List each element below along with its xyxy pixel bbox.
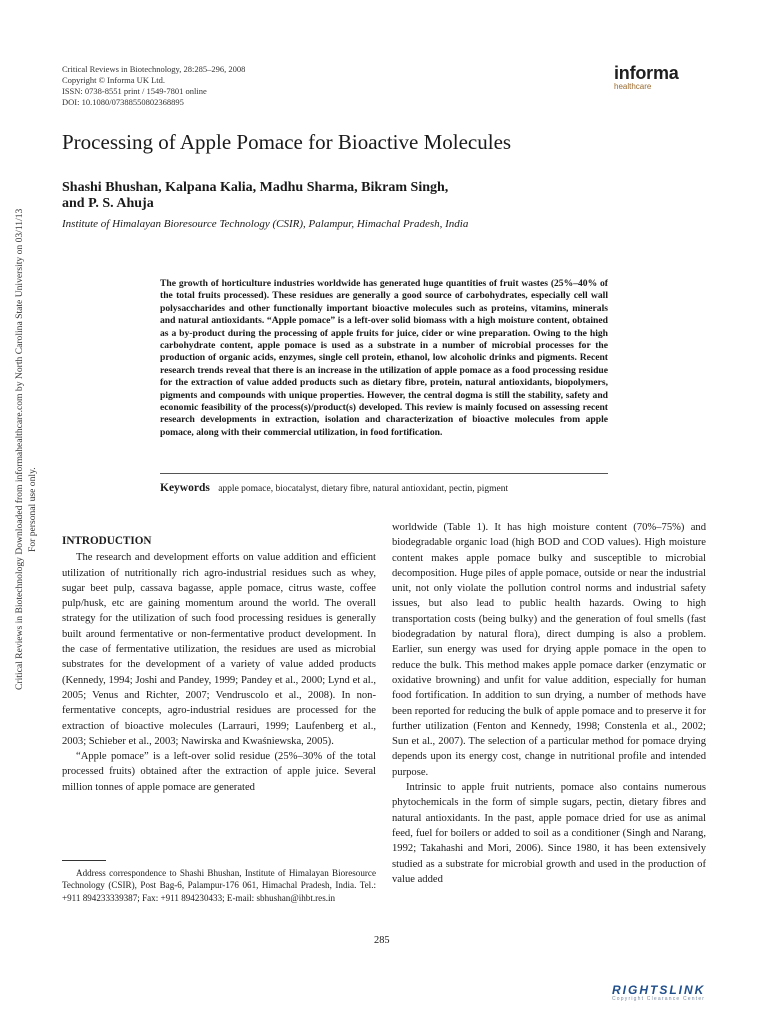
journal-copyright: Copyright © Informa UK Ltd. [62, 75, 166, 85]
left-column [62, 534, 376, 795]
right-paragraph-2: Intrinsic to apple fruit nutrients, pomace also contains numerous phytochemicals in the form of simple sugars, pectin, dietary fibres and natural antioxidants. In the past, apple pomace dried for use as animal feed, fuel for boilers or added to soil as a conditioner (Singh and Narang, 1992; Takahashi and Mori, 2006). Since 1980, it has been extensively studied as a substrate for microbial growth and used in the production of value added [392, 782, 706, 885]
download-stamp-line2: For personal use only. [27, 467, 38, 552]
informa-logo [614, 63, 679, 91]
intro-paragraph-2: “Apple pomace” is a left-over solid residue (25%–30% of the total processed fruits) obtained after the extraction of apple juice. Several million tonnes of apple pomace are generated [62, 751, 376, 793]
correspondence-footnote: Address correspondence to Shashi Bhushan, Institute of Himalayan Bioresource Technology (CSIR), Post Bag-6, Palampur-176 061, Himachal Pradesh, India. Tel.: +911 894233339387; Fax: +911 894230433; E-mail: sbhushan@ihbt.res.in [62, 868, 376, 903]
informa-logo-brand: informa [614, 63, 679, 83]
journal-issn: ISSN: 0738-8551 print / 1549-7801 online [62, 86, 207, 96]
rightslink-logo-text: RIGHTSLINK [612, 983, 706, 997]
intro-paragraph-1: The research and development efforts on value addition and efficient utilization of nutritionally rich agro-industrial residues such as whey, sugar beet pulp, cassava bagasse, apple pomace, citrus waste, coffee pulp/husk, etc are gaining momentum around the world. The overall strategy for the utilization of such food processing residues is generally built around fermentative or non-fermentative product development. In the case of fermentative utilization, the residues are used as microbial substrates for the development of a variety of value added products (Kennedy, 1994; Joshi and Pandey, 1999; Pandey et al., 2000; Lynd et al., 2005; Venus and Richter, 2007; Vendruscolo et al., 2008). In non-fermentative concepts, agro-industrial residues are processed for the extraction of bioactive molecules (Larrauri, 1999; Laufenberg et al., 2003; Schieber et al., 2003; Nawirska and Kwaśniewska, 2005). [62, 552, 376, 747]
abstract-divider [160, 473, 608, 474]
rightslink-logo[interactable] [612, 983, 756, 1005]
author-line-2: and P. S. Ahuja [62, 196, 154, 211]
journal-doi: DOI: 10.1080/07388550802368895 [62, 97, 184, 107]
download-stamp [0, 0, 40, 1024]
right-paragraph-1: worldwide (Table 1). It has high moisture content (70%–75%) and biodegradable organic load (high BOD and COD values). High moisture content makes apple pomace bulky and susceptible to microbial decomposition. Huge piles of apple pomace, outside or near the industrial unit, not only violate the pollution control norms and industrial safety issues, but also lead to public health hazards. Owing to high transportation costs (being bulky) and the generation of foul smells (fast biodegradation by natural flora), direct dumping is also a problem. Earlier, sun energy was used for drying apple pomace in the open to reduce the bulk. This method makes apple pomace darker (enzymatic or oxidative browning) and unfit for value addition, especially for human food fortification. In addition to sun drying, a number of methods have been reported for reducing the bulk of apple pomace and to preserve it for further utilization (Fenton and Kennedy, 1998; Constenla et al., 2002; Sun et al., 2007). The selection of a particular method for pomace drying depends upon its energy cost, change in nutritional profile and intended purpose. [392, 522, 706, 778]
page-number: 285 [374, 935, 390, 946]
informa-logo-sub: healthcare [614, 82, 652, 91]
right-column [392, 520, 706, 887]
rightslink-logo-sub: Copyright Clearance Center [612, 996, 706, 1002]
abstract: The growth of horticulture industries worldwide has generated huge quantities of fruit wastes (25%–40% of the total fruits processed). These residues are generally a good source of carbohydrates, especially cell wall polysaccharides and other functionally important bioactive molecules such as proteins, vitamins, minerals and natural antioxidants. “Apple pomace” is a left-over solid biomass with a high moisture content, obtained as a by-product during the processing of apple fruits for juice, cider or wine preparation. Owing to the high carbohydrate content, apple pomace is used as a substrate in a number of microbial processes for the production of organic acids, enzymes, single cell protein, ethanol, low alcoholic drinks and pigments. Recent research trends reveal that there is an increase in the utilization of apple pomace as a food processing residue for the extraction of value added products such as dietary fibre, protein, natural antioxidants, biopolymers, pigments and compounds with unique properties. However, the central dogma is still the stability, safety and economic feasibility of the process(s)/product(s) developed. This review is mainly focused on assessing recent research developments in extraction, isolation and characterization of bioactive molecules from apple pomace, along with their commercial utilization, in food fortification. [160, 278, 608, 438]
journal-meta [62, 64, 245, 108]
author-line-1: Shashi Bhushan, Kalpana Kalia, Madhu Sharma, Bikram Singh, [62, 180, 449, 195]
journal-citation: Critical Reviews in Biotechnology, 28:285–296, 2008 [62, 64, 246, 74]
keywords-label: Keywords [160, 482, 210, 494]
keywords [160, 482, 508, 494]
download-stamp-line1: Critical Reviews in Biotechnology Downloaded from informahealthcare.com by North Carolina State University on 03/11/13 [14, 208, 25, 690]
affiliation: Institute of Himalayan Bioresource Technology (CSIR), Palampur, Himachal Pradesh, India [62, 218, 469, 230]
footnote-divider [62, 860, 106, 861]
section-heading-introduction: INTRODUCTION [62, 535, 152, 547]
paper-title: Processing of Apple Pomace for Bioactive Molecules [62, 130, 512, 154]
author-list [62, 180, 562, 212]
keywords-text: apple pomace, biocatalyst, dietary fibre, natural antioxidant, pectin, pigment [218, 484, 509, 494]
